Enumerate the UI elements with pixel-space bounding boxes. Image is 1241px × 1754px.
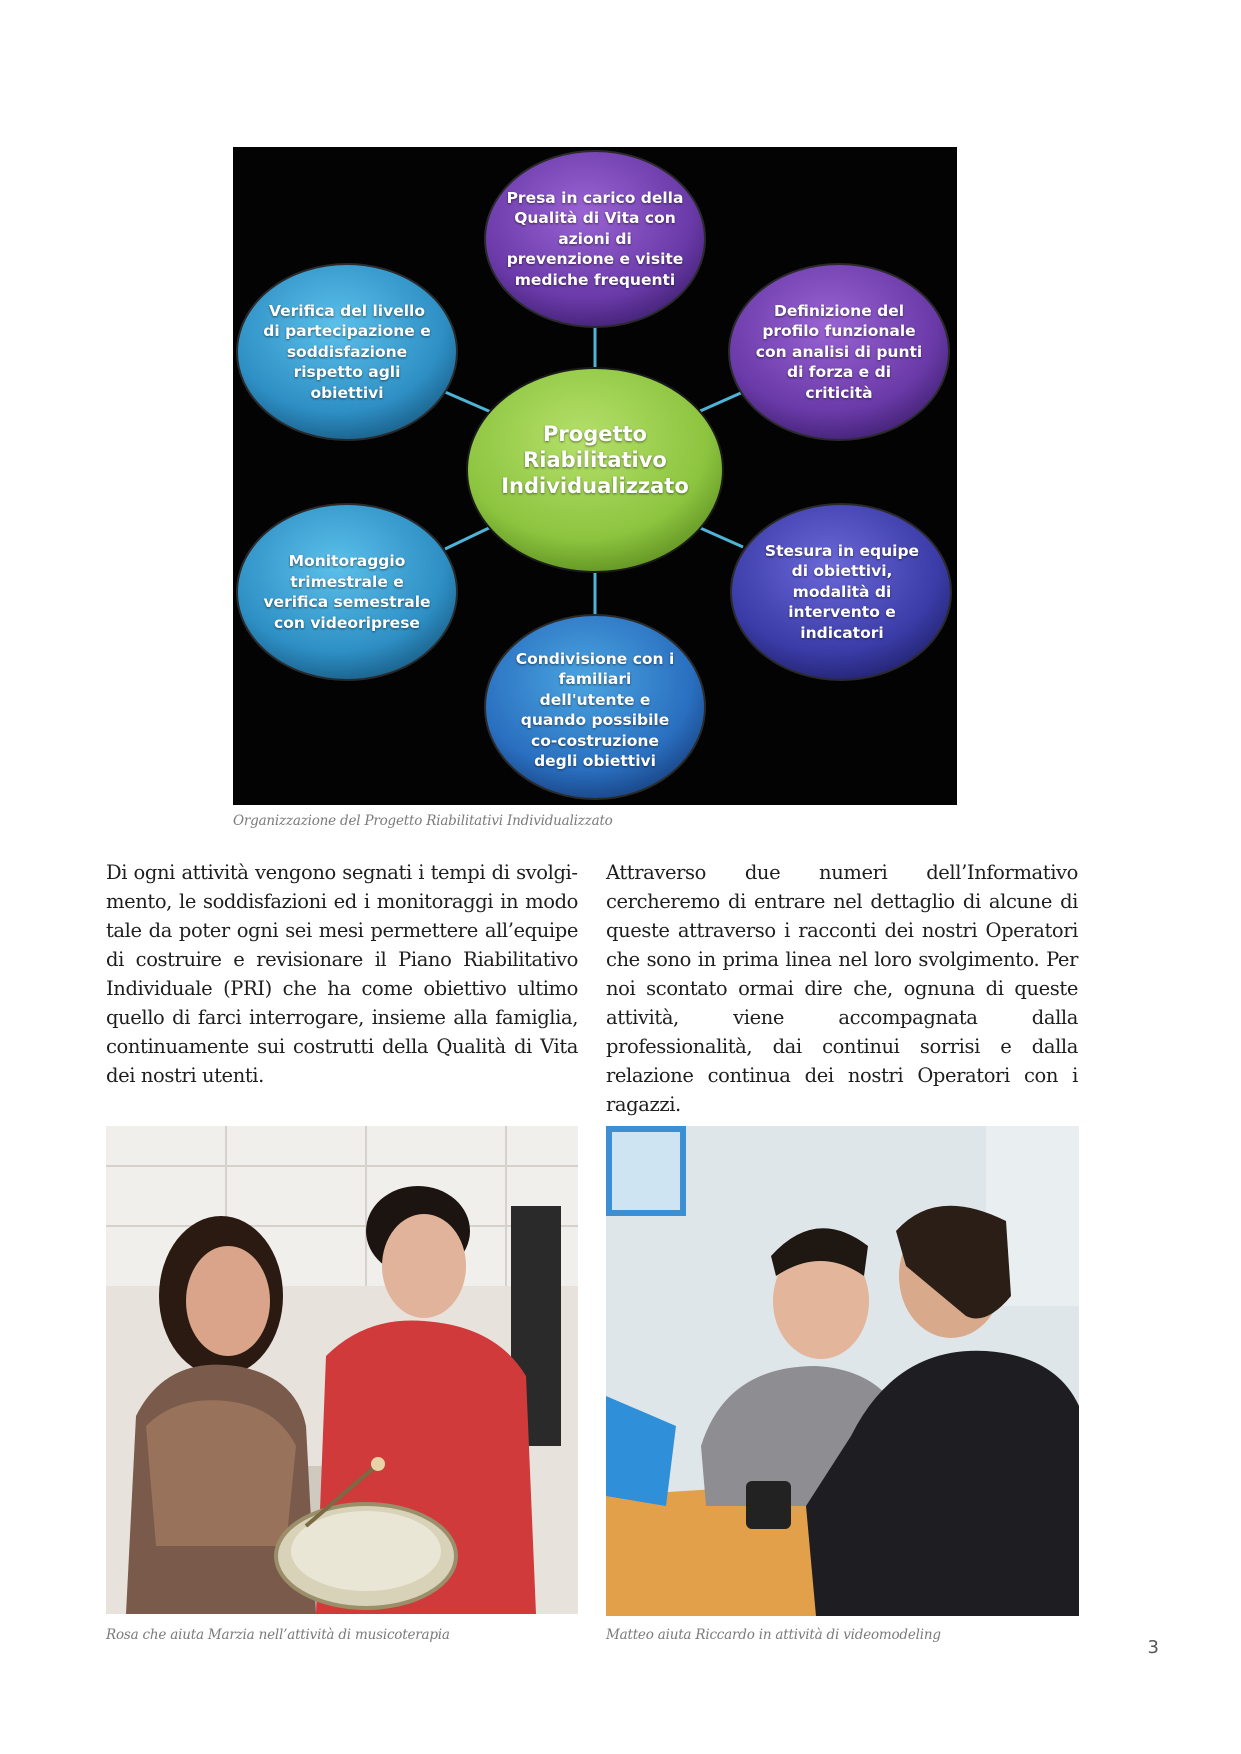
body-text-left: Di ogni attività vengono segnati i tempi di svolgimento, le soddisfazioni ed i monitoraggi in modo tale da poter ogni sei mesi permettere all’equipe di costruire e revisionare il Piano Riabilitativo Individuale (PRI) che ha come obiettivo ultimo quello di farci interrogare, insieme alla famiglia, continuamente sui costrutti della Qualità di Vita dei nostri utenti.: [106, 861, 578, 1087]
node-top-left-label: Verifica del livello di partecipazione e soddisfazione rispetto agli obiettivi: [263, 301, 431, 402]
photo-videomodeling: [606, 1126, 1079, 1616]
photo-music-therapy: [106, 1126, 578, 1614]
node-bottom-right-label: Stesura in equipe di obiettivi, modalità di intervento e indicatori: [764, 541, 920, 642]
diagram-figure: [233, 147, 957, 805]
page-number: 3: [1147, 1637, 1159, 1658]
photo-left-caption: Rosa che aiuta Marzia nell’attività di musicoterapia: [106, 1627, 450, 1643]
node-bottom-label: Condivisione con i familiari dell'utente e quando possibile co-costruzione degli obiettivi: [515, 649, 675, 770]
body-text-right: Attraverso due numeri dell’Informativo cercheremo di entrare nel dettaglio di alcune di queste attraverso i racconti dei nostri Operatori che sono in prima linea nel loro svolgimento. Per noi scontato ormai dire che, ognuna di queste attività, viene accompagnata dalla professionalità, dai continui sorrisi e dalla relazione continua dei nostri Operatori con i ragazzi.: [606, 861, 1078, 1116]
node-bottom-left-label: Monitoraggio trimestrale e verifica semestrale con videoriprese: [263, 552, 431, 632]
photo-right-caption: Matteo aiuta Riccardo in attività di videomodeling: [606, 1627, 941, 1643]
diagram-caption: Organizzazione del Progetto Riabilitativi Individualizzato: [233, 813, 613, 829]
node-top-label: Presa in carico della Qualità di Vita con azioni di prevenzione e visite mediche frequenti: [506, 188, 684, 289]
node-top-right-label: Definizione del profilo funzionale con analisi di punti di forza e di criticità: [755, 301, 923, 402]
node-center-label: Progetto Riabilitativo Individualizzato: [501, 422, 689, 498]
